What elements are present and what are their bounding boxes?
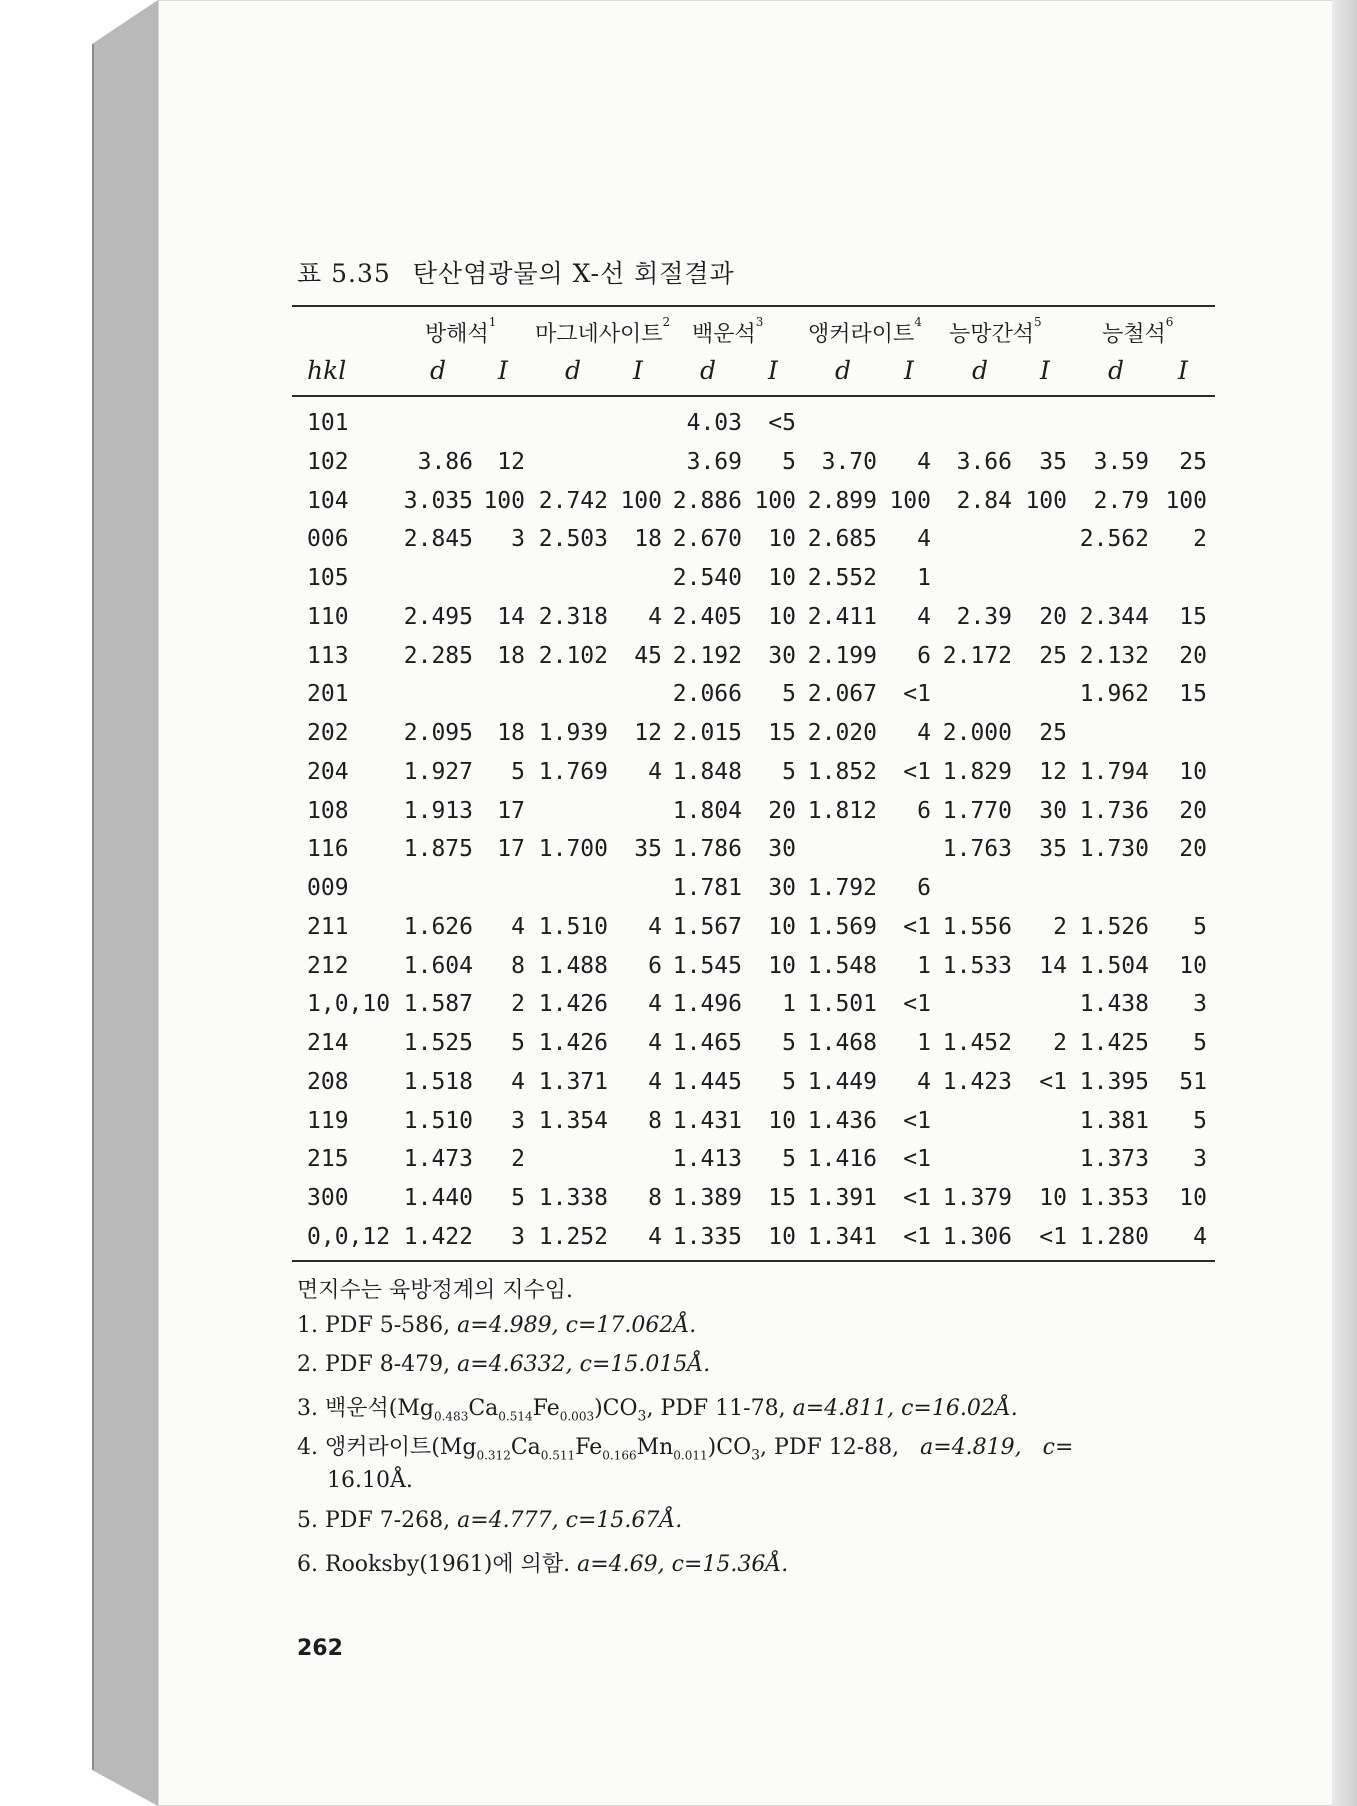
table-cell-i: 4 bbox=[917, 449, 931, 475]
table-cell-i: 6 bbox=[917, 798, 931, 824]
table-cell-i: 4 bbox=[648, 1069, 662, 1095]
table-cell-d: 1.518 bbox=[403, 1069, 473, 1095]
table-cell-d: 2.39 bbox=[956, 604, 1012, 630]
table-cell-i: 30 bbox=[768, 875, 796, 901]
table-cell-d: 1.465 bbox=[672, 1030, 742, 1056]
table-cell-d: 2.102 bbox=[538, 643, 608, 669]
table-cell-i: 17 bbox=[497, 798, 525, 824]
table-cell-i: 35 bbox=[1039, 836, 1067, 862]
table-cell-i: 4 bbox=[648, 991, 662, 1017]
table-cell-d: 1.395 bbox=[1079, 1069, 1149, 1095]
table-cell-hkl: 202 bbox=[307, 720, 349, 746]
table-cell-d: 3.66 bbox=[956, 449, 1012, 475]
table-cell-d: 1.423 bbox=[942, 1069, 1012, 1095]
table-cell-i: 3 bbox=[1193, 991, 1207, 1017]
table-cell-i: 2 bbox=[511, 1146, 525, 1172]
table-cell-i: 4 bbox=[917, 1069, 931, 1095]
table-cell-hkl: 101 bbox=[307, 410, 349, 436]
table-cell-d: 1.445 bbox=[672, 1069, 742, 1095]
header-d: d bbox=[835, 356, 852, 385]
table-cell-i: 20 bbox=[1039, 604, 1067, 630]
header-d: d bbox=[430, 356, 447, 385]
table-cell-d: 1.533 bbox=[942, 953, 1012, 979]
table-cell-d: 2.742 bbox=[538, 488, 608, 514]
table-cell-d: 1.389 bbox=[672, 1185, 742, 1211]
table-cell-hkl: 0,0,12 bbox=[307, 1224, 391, 1250]
table-cell-i: 1 bbox=[917, 1030, 931, 1056]
table-cell-d: 1.416 bbox=[807, 1146, 877, 1172]
table-cell-d: 1.548 bbox=[807, 953, 877, 979]
table-cell-d: 1.852 bbox=[807, 759, 877, 785]
bottom-rule bbox=[292, 1260, 1215, 1262]
table-cell-i: 12 bbox=[497, 449, 525, 475]
header-mineral: 마그네사이트$^2$ bbox=[535, 315, 671, 347]
table-cell-i: 2 bbox=[511, 991, 525, 1017]
table-cell-i: 4 bbox=[917, 604, 931, 630]
table-cell-i: 5 bbox=[511, 1185, 525, 1211]
table-cell-i: 25 bbox=[1039, 643, 1067, 669]
header-mineral: 능철석$^6$ bbox=[1102, 315, 1174, 347]
table-cell-i: 15 bbox=[768, 720, 796, 746]
table-cell-i: 10 bbox=[1039, 1185, 1067, 1211]
table-cell-i: 10 bbox=[1179, 759, 1207, 785]
table-cell-i: 4 bbox=[648, 914, 662, 940]
table-cell-d: 1.422 bbox=[403, 1224, 473, 1250]
table-cell-i: 100 bbox=[754, 488, 796, 514]
table-cell-i: 15 bbox=[1179, 681, 1207, 707]
header-mineral: 능망간석$^5$ bbox=[949, 315, 1042, 347]
table-cell-i: 30 bbox=[768, 836, 796, 862]
table-cell-hkl: 116 bbox=[307, 836, 349, 862]
table-cell-i: 1 bbox=[782, 991, 796, 1017]
table-cell-d: 1.252 bbox=[538, 1224, 608, 1250]
table-cell-d: 3.86 bbox=[417, 449, 473, 475]
header-i: I bbox=[498, 356, 508, 385]
table-cell-d: 1.468 bbox=[807, 1030, 877, 1056]
table-cell-d: 1.804 bbox=[672, 798, 742, 824]
table-cell-d: 2.132 bbox=[1079, 643, 1149, 669]
table-cell-d: 1.452 bbox=[942, 1030, 1012, 1056]
table-cell-d: 2.095 bbox=[403, 720, 473, 746]
note-6: 6. Rooksby(1961)에 의함. a=4.69, c=15.36Å. bbox=[297, 1552, 789, 1577]
table-cell-i: 10 bbox=[768, 1108, 796, 1134]
table-cell-hkl: 204 bbox=[307, 759, 349, 785]
header-d: d bbox=[1108, 356, 1125, 385]
table-cell-d: 2.899 bbox=[807, 488, 877, 514]
table-cell-d: 1.373 bbox=[1079, 1146, 1149, 1172]
book-spine bbox=[92, 0, 158, 1806]
table-cell-d: 1.440 bbox=[403, 1185, 473, 1211]
table-cell-i: 20 bbox=[1179, 643, 1207, 669]
table-cell-d: 2.84 bbox=[956, 488, 1012, 514]
table-cell-d: 2.015 bbox=[672, 720, 742, 746]
table-cell-d: 1.501 bbox=[807, 991, 877, 1017]
table-cell-hkl: 215 bbox=[307, 1146, 349, 1172]
table-cell-d: 1.510 bbox=[538, 914, 608, 940]
header-i: I bbox=[768, 356, 778, 385]
table-cell-d: 1.927 bbox=[403, 759, 473, 785]
table-cell-hkl: 1,0,10 bbox=[307, 991, 391, 1017]
table-cell-d: 1.391 bbox=[807, 1185, 877, 1211]
note-1: 1. PDF 5-586, a=4.989, c=17.062Å. bbox=[297, 1313, 697, 1338]
table-cell-d: 1.504 bbox=[1079, 953, 1149, 979]
table-cell-d: 2.000 bbox=[942, 720, 1012, 746]
table-cell-d: 1.338 bbox=[538, 1185, 608, 1211]
table-cell-d: 2.066 bbox=[672, 681, 742, 707]
table-cell-i: 5 bbox=[782, 759, 796, 785]
table-cell-i: 30 bbox=[1039, 798, 1067, 824]
table-cell-d: 2.540 bbox=[672, 565, 742, 591]
table-cell-d: 2.670 bbox=[672, 526, 742, 552]
page-number: 262 bbox=[297, 1636, 343, 1661]
table-cell-d: 2.405 bbox=[672, 604, 742, 630]
table-cell-i: 51 bbox=[1179, 1069, 1207, 1095]
table-label: 표 5.35 bbox=[297, 259, 391, 288]
table-cell-d: 1.567 bbox=[672, 914, 742, 940]
table-cell-d: 1.730 bbox=[1079, 836, 1149, 862]
table-cell-d: 1.280 bbox=[1079, 1224, 1149, 1250]
table-cell-d: 1.431 bbox=[672, 1108, 742, 1134]
table-cell-i: <1 bbox=[903, 1224, 931, 1250]
table-cell-i: 5 bbox=[511, 1030, 525, 1056]
note-4-cont: 16.10Å. bbox=[327, 1468, 413, 1493]
header-mineral: 백운석$^3$ bbox=[692, 315, 764, 347]
table-cell-d: 1.381 bbox=[1079, 1108, 1149, 1134]
table-cell-d: 1.736 bbox=[1079, 798, 1149, 824]
table-cell-hkl: 102 bbox=[307, 449, 349, 475]
table-cell-i: 4 bbox=[1193, 1224, 1207, 1250]
table-cell-i: 4 bbox=[917, 526, 931, 552]
table-cell-d: 1.962 bbox=[1079, 681, 1149, 707]
table-cell-i: <1 bbox=[903, 1108, 931, 1134]
table-cell-d: 2.562 bbox=[1079, 526, 1149, 552]
table-cell-d: 3.70 bbox=[821, 449, 877, 475]
table-cell-i: 4 bbox=[648, 759, 662, 785]
note-2: 2. PDF 8-479, a=4.6332, c=15.015Å. bbox=[297, 1352, 711, 1377]
table-cell-d: 1.913 bbox=[403, 798, 473, 824]
table-cell-d: 1.473 bbox=[403, 1146, 473, 1172]
table-cell-i: 10 bbox=[768, 953, 796, 979]
note-3: 3. 백운석$(Mg_{0.483}Ca_{0.514}Fe_{0.003})CO_3$, PDF 11-78, a=4.811, c=16.02Å. bbox=[297, 1396, 1018, 1425]
table-cell-i: <1 bbox=[903, 681, 931, 707]
table-cell-i: 45 bbox=[634, 643, 662, 669]
table-cell-d: 1.426 bbox=[538, 991, 608, 1017]
table-cell-d: 3.69 bbox=[686, 449, 742, 475]
table-cell-i: 20 bbox=[768, 798, 796, 824]
table-cell-d: 2.552 bbox=[807, 565, 877, 591]
table-cell-hkl: 104 bbox=[307, 488, 349, 514]
table-cell-i: <1 bbox=[903, 991, 931, 1017]
table-cell-i: 5 bbox=[1193, 1030, 1207, 1056]
table-cell-i: 8 bbox=[648, 1185, 662, 1211]
table-cell-i: 4 bbox=[917, 720, 931, 746]
table-cell-d: 2.318 bbox=[538, 604, 608, 630]
table-cell-d: 1.306 bbox=[942, 1224, 1012, 1250]
table-cell-i: 18 bbox=[634, 526, 662, 552]
table-cell-i: 3 bbox=[511, 1224, 525, 1250]
table-cell-d: 1.413 bbox=[672, 1146, 742, 1172]
table-cell-i: 35 bbox=[1039, 449, 1067, 475]
table-cell-hkl: 214 bbox=[307, 1030, 349, 1056]
table-cell-i: 100 bbox=[620, 488, 662, 514]
table-cell-d: 3.59 bbox=[1093, 449, 1149, 475]
table-cell-d: 1.436 bbox=[807, 1108, 877, 1134]
header-mineral: 방해석$^1$ bbox=[425, 315, 497, 347]
header-i: I bbox=[633, 356, 643, 385]
table-cell-hkl: 113 bbox=[307, 643, 349, 669]
table-cell-d: 1.781 bbox=[672, 875, 742, 901]
table-cell-i: 4 bbox=[648, 604, 662, 630]
table-cell-i: 10 bbox=[768, 526, 796, 552]
table-cell-i: 15 bbox=[768, 1185, 796, 1211]
table-cell-d: 2.067 bbox=[807, 681, 877, 707]
table-cell-d: 2.886 bbox=[672, 488, 742, 514]
table-cell-d: 1.875 bbox=[403, 836, 473, 862]
table-cell-d: 1.510 bbox=[403, 1108, 473, 1134]
top-rule bbox=[292, 305, 1215, 307]
header-i: I bbox=[1178, 356, 1188, 385]
table-cell-hkl: 009 bbox=[307, 875, 349, 901]
table-cell-i: 5 bbox=[782, 681, 796, 707]
table-cell-i: 5 bbox=[782, 1146, 796, 1172]
table-title-text: 탄산염광물의 X-선 회절결과 bbox=[412, 259, 735, 288]
note-intro: 면지수는 육방정계의 지수임. bbox=[297, 1278, 574, 1303]
table-cell-i: <1 bbox=[903, 759, 931, 785]
table-cell-i: <1 bbox=[903, 1185, 931, 1211]
table-cell-i: 12 bbox=[1039, 759, 1067, 785]
table-cell-hkl: 119 bbox=[307, 1108, 349, 1134]
table-cell-d: 1.353 bbox=[1079, 1185, 1149, 1211]
table-cell-d: 1.794 bbox=[1079, 759, 1149, 785]
spine-edge bbox=[92, 44, 94, 1770]
table-cell-d: 2.172 bbox=[942, 643, 1012, 669]
table-cell-d: 1.526 bbox=[1079, 914, 1149, 940]
table-cell-d: 1.545 bbox=[672, 953, 742, 979]
table-cell-d: 1.763 bbox=[942, 836, 1012, 862]
table-cell-i: 5 bbox=[1193, 1108, 1207, 1134]
table-cell-i: <1 bbox=[1039, 1069, 1067, 1095]
table-cell-d: 2.845 bbox=[403, 526, 473, 552]
table-cell-i: 10 bbox=[768, 604, 796, 630]
table-cell-i: 2 bbox=[1193, 526, 1207, 552]
table-cell-d: 1.939 bbox=[538, 720, 608, 746]
table-cell-i: 18 bbox=[497, 720, 525, 746]
table-cell-i: 14 bbox=[1039, 953, 1067, 979]
table-cell-i: 100 bbox=[1025, 488, 1067, 514]
table-cell-i: 6 bbox=[917, 875, 931, 901]
table-cell-d: 2.685 bbox=[807, 526, 877, 552]
table-cell-d: 1.449 bbox=[807, 1069, 877, 1095]
table-cell-d: 1.525 bbox=[403, 1030, 473, 1056]
table-cell-d: 2.199 bbox=[807, 643, 877, 669]
table-cell-i: 100 bbox=[1165, 488, 1207, 514]
table-cell-i: 10 bbox=[768, 565, 796, 591]
table-cell-d: 2.411 bbox=[807, 604, 877, 630]
table-cell-i: 1 bbox=[917, 565, 931, 591]
table-cell-d: 1.587 bbox=[403, 991, 473, 1017]
table-cell-i: 10 bbox=[1179, 953, 1207, 979]
table-cell-hkl: 300 bbox=[307, 1185, 349, 1211]
table-cell-i: 4 bbox=[648, 1030, 662, 1056]
page-edge bbox=[1332, 0, 1357, 1806]
table-cell-d: 2.192 bbox=[672, 643, 742, 669]
table-cell-i: 10 bbox=[768, 1224, 796, 1250]
table-cell-i: <1 bbox=[903, 1146, 931, 1172]
table-cell-d: 2.285 bbox=[403, 643, 473, 669]
table-cell-i: 5 bbox=[1193, 914, 1207, 940]
table-cell-hkl: 212 bbox=[307, 953, 349, 979]
table-cell-i: <1 bbox=[1039, 1224, 1067, 1250]
table-cell-d: 1.769 bbox=[538, 759, 608, 785]
table-cell-d: 1.770 bbox=[942, 798, 1012, 824]
table-cell-i: 4 bbox=[648, 1224, 662, 1250]
table-cell-d: 1.425 bbox=[1079, 1030, 1149, 1056]
table-cell-i: 3 bbox=[511, 1108, 525, 1134]
table-cell-i: 100 bbox=[483, 488, 525, 514]
table-cell-i: 4 bbox=[511, 1069, 525, 1095]
note-5: 5. PDF 7-268, a=4.777, c=15.67Å. bbox=[297, 1508, 683, 1533]
table-cell-d: 1.426 bbox=[538, 1030, 608, 1056]
header-i: I bbox=[904, 356, 914, 385]
table-cell-i: 3 bbox=[511, 526, 525, 552]
table-cell-i: 6 bbox=[648, 953, 662, 979]
table-cell-d: 2.495 bbox=[403, 604, 473, 630]
table-cell-i: 100 bbox=[889, 488, 931, 514]
table-cell-i: 18 bbox=[497, 643, 525, 669]
table-cell-i: 20 bbox=[1179, 798, 1207, 824]
table-cell-i: 5 bbox=[511, 759, 525, 785]
table-cell-i: <1 bbox=[903, 914, 931, 940]
table-cell-hkl: 201 bbox=[307, 681, 349, 707]
table-cell-i: 25 bbox=[1039, 720, 1067, 746]
table-cell-d: 1.792 bbox=[807, 875, 877, 901]
table-cell-hkl: 105 bbox=[307, 565, 349, 591]
header-hkl: hkl bbox=[307, 356, 347, 385]
table-cell-d: 1.786 bbox=[672, 836, 742, 862]
table-cell-i: <5 bbox=[768, 410, 796, 436]
table-cell-d: 1.556 bbox=[942, 914, 1012, 940]
table-cell-d: 1.379 bbox=[942, 1185, 1012, 1211]
note-4: 4. 앵커라이트$(Mg_{0.312}Ca_{0.511}Fe_{0.166}Mn_{0.011})CO_3$, PDF 12-88, a=4.819, c= bbox=[297, 1435, 1074, 1464]
table-cell-i: 17 bbox=[497, 836, 525, 862]
table-cell-d: 1.335 bbox=[672, 1224, 742, 1250]
header-mineral: 앵커라이트$^4$ bbox=[808, 315, 922, 347]
table-cell-i: 8 bbox=[648, 1108, 662, 1134]
header-d: d bbox=[565, 356, 582, 385]
table-cell-hkl: 211 bbox=[307, 914, 349, 940]
table-cell-d: 1.604 bbox=[403, 953, 473, 979]
table-cell-d: 2.79 bbox=[1093, 488, 1149, 514]
table-cell-i: 35 bbox=[634, 836, 662, 862]
table-cell-d: 1.488 bbox=[538, 953, 608, 979]
table-cell-i: 4 bbox=[511, 914, 525, 940]
table-cell-d: 1.848 bbox=[672, 759, 742, 785]
table-cell-hkl: 110 bbox=[307, 604, 349, 630]
table-cell-hkl: 006 bbox=[307, 526, 349, 552]
table-cell-i: 5 bbox=[782, 1069, 796, 1095]
table-cell-i: 5 bbox=[782, 449, 796, 475]
table-cell-i: 10 bbox=[768, 914, 796, 940]
table-cell-i: 25 bbox=[1179, 449, 1207, 475]
table-cell-d: 4.03 bbox=[686, 410, 742, 436]
table-cell-hkl: 108 bbox=[307, 798, 349, 824]
table-cell-d: 1.700 bbox=[538, 836, 608, 862]
table-cell-d: 1.371 bbox=[538, 1069, 608, 1095]
table-cell-i: 14 bbox=[497, 604, 525, 630]
header-i: I bbox=[1040, 356, 1050, 385]
table-cell-d: 1.812 bbox=[807, 798, 877, 824]
table-cell-d: 1.569 bbox=[807, 914, 877, 940]
table-cell-i: 8 bbox=[511, 953, 525, 979]
table-cell-i: 20 bbox=[1179, 836, 1207, 862]
table-cell-d: 1.341 bbox=[807, 1224, 877, 1250]
table-cell-i: 10 bbox=[1179, 1185, 1207, 1211]
table-title bbox=[297, 254, 735, 290]
table-cell-i: 5 bbox=[782, 1030, 796, 1056]
table-cell-i: 12 bbox=[634, 720, 662, 746]
table-cell-d: 1.626 bbox=[403, 914, 473, 940]
table-cell-hkl: 208 bbox=[307, 1069, 349, 1095]
table-cell-d: 2.503 bbox=[538, 526, 608, 552]
table-cell-d: 1.438 bbox=[1079, 991, 1149, 1017]
table-cell-i: 6 bbox=[917, 643, 931, 669]
table-cell-d: 1.354 bbox=[538, 1108, 608, 1134]
table-cell-d: 1.829 bbox=[942, 759, 1012, 785]
table-cell-i: 2 bbox=[1053, 1030, 1067, 1056]
header-d: d bbox=[700, 356, 717, 385]
table-cell-i: 2 bbox=[1053, 914, 1067, 940]
table-cell-i: 15 bbox=[1179, 604, 1207, 630]
header-d: d bbox=[972, 356, 989, 385]
table-cell-i: 1 bbox=[917, 953, 931, 979]
table-cell-d: 3.035 bbox=[403, 488, 473, 514]
table-cell-i: 3 bbox=[1193, 1146, 1207, 1172]
table-cell-d: 2.344 bbox=[1079, 604, 1149, 630]
header-rule bbox=[292, 395, 1215, 397]
table-cell-i: 30 bbox=[768, 643, 796, 669]
table-cell-d: 2.020 bbox=[807, 720, 877, 746]
table-cell-d: 1.496 bbox=[672, 991, 742, 1017]
